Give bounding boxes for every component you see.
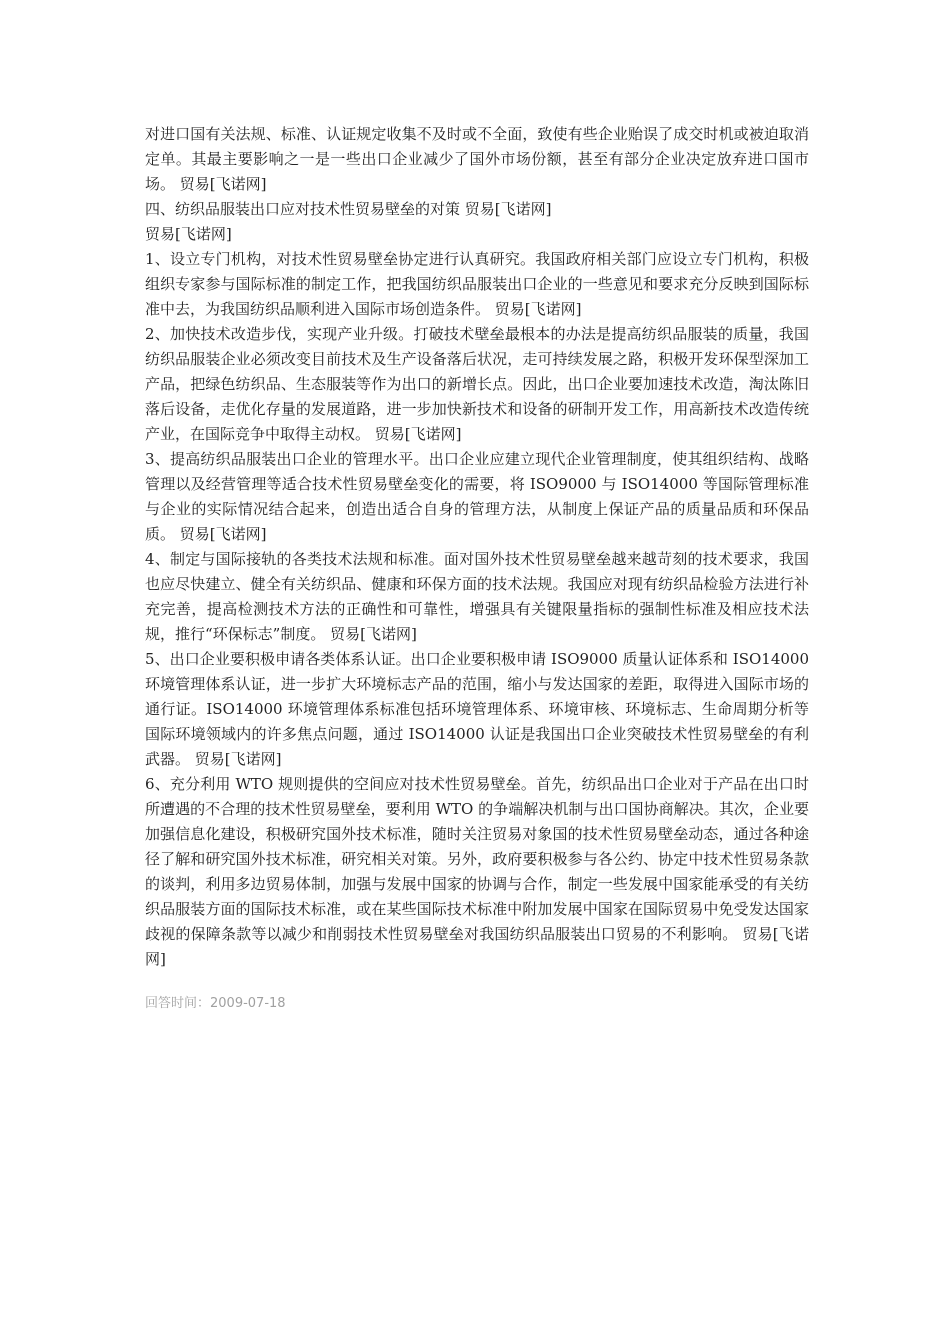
answer-timestamp: 回答时间：2009-07-18: [145, 996, 286, 1011]
section-heading: 四、纺织品服装出口应对技术性贸易壁垒的对策 贸易[飞诺网]: [145, 200, 552, 218]
paragraph-item-3: 3、提高纺织品服装出口企业的管理水平。出口企业应建立现代企业管理制度，使其组织结构、战略管理以及经营管理等适合技术性贸易壁垒变化的需要，将 ISO9000 与 ISO14000 等国际管理标准与企业的实际情况结合起来，创造出适合自身的管理方法，从制度上保证产品的质量品质和环保品质。 贸易[飞诺网]: [145, 450, 809, 543]
paragraph-item-2: 2、加快技术改造步伐，实现产业升级。打破技术壁垒最根本的办法是提高纺织品服装的质量，我国纺织品服装企业必须改变目前技术及生产设备落后状况，走可持续发展之路，积极开发环保型深加工产品，把绿色纺织品、生态服装等作为出口的新增长点。因此，出口企业要加速技术改造，淘汰陈旧落后设备，走优化存量的发展道路，进一步加快新技术和设备的研制开发工作，用高新技术改造传统产业，在国际竞争中取得主动权。 贸易[飞诺网]: [145, 325, 809, 443]
paragraph-item-4: 4、制定与国际接轨的各类技术法规和标准。面对国外技术性贸易壁垒越来越苛刻的技术要求，我国也应尽快建立、健全有关纺织品、健康和环保方面的技术法规。我国应对现有纺织品检验方法进行补充完善，提高检测技术方法的正确性和可靠性，增强具有关键限量指标的强制性标准及相应技术法规，推行“环保标志”制度。 贸易[飞诺网]: [145, 550, 809, 643]
article-body: [145, 122, 809, 1014]
paragraph-item-6: 6、充分利用 WTO 规则提供的空间应对技术性贸易壁垒。首先，纺织品出口企业对于产品在出口时所遭遇的不合理的技术性贸易壁垒，要利用 WTO 的争端解决机制与出口国协商解决。其次，企业要加强信息化建设，积极研究国外技术标准，随时关注贸易对象国的技术性贸易壁垒动态，通过各种途径了解和研究国外技术标准，研究相关对策。另外，政府要积极参与各公约、协定中技术性贸易条款的谈判，利用多边贸易体制，加强与发展中国家的协调与合作，制定一些发展中国家能承受的有关纺织品服装方面的国际技术标准，或在某些国际技术标准中附加发展中国家在国际贸易中免受发达国家歧视的保障条款等以减少和削弱技术性贸易壁垒对我国纺织品服装出口贸易的不利影响。 贸易[飞诺网]: [145, 775, 809, 968]
paragraph-intro: 对进口国有关法规、标准、认证规定收集不及时或不全面，致使有些企业贻误了成交时机或被迫取消定单。其最主要影响之一是一些出口企业减少了国外市场份额，甚至有部分企业决定放弃进口国市场。 贸易[飞诺网]: [145, 125, 809, 193]
source-tag: 贸易[飞诺网]: [145, 225, 232, 243]
paragraph-item-5: 5、出口企业要积极申请各类体系认证。出口企业要积极申请 ISO9000 质量认证体系和 ISO14000 环境管理体系认证，进一步扩大环境标志产品的范围，缩小与发达国家的差距，取得进入国际市场的通行证。ISO14000 环境管理体系标准包括环境管理体系、环境审核、环境标志、生命周期分析等国际环境领域内的许多焦点问题，通过 ISO14000 认证是我国出口企业突破技术性贸易壁垒的有利武器。 贸易[飞诺网]: [145, 650, 809, 768]
paragraph-item-1: 1、设立专门机构，对技术性贸易壁垒协定进行认真研究。我国政府相关部门应设立专门机构，积极组织专家参与国际标准的制定工作，把我国纺织品服装出口企业的一些意见和要求充分反映到国际标准中去，为我国纺织品顺利进入国际市场创造条件。 贸易[飞诺网]: [145, 250, 809, 318]
